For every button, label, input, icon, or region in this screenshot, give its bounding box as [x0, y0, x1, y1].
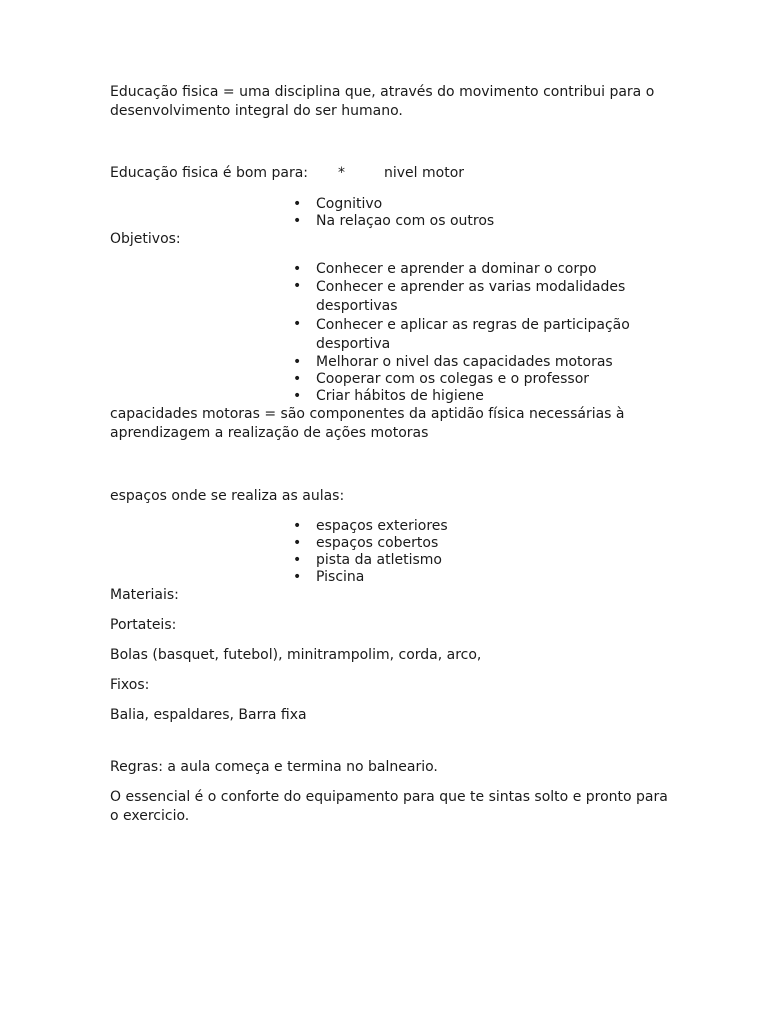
- fixos-items: Balia, espaldares, Barra fixa: [110, 707, 307, 723]
- bom-para-line: [110, 164, 670, 183]
- list-item: • Conhecer e aprender as varias modalidades desportivas: [293, 278, 626, 314]
- bullet-icon: •: [293, 316, 302, 332]
- materiais-heading: Materiais:: [110, 587, 179, 603]
- bom-para-label: Educação fisica é bom para:: [110, 165, 309, 181]
- bullet-icon: •: [293, 569, 302, 585]
- objetivos-heading: Objetivos:: [110, 231, 181, 247]
- list-item: • Melhorar o nivel das capacidades motoras: [293, 354, 613, 370]
- list-item: • espaços exteriores: [293, 518, 448, 534]
- list-item: • Na relaçao com os outros: [293, 213, 495, 229]
- bullet-icon: •: [293, 261, 302, 277]
- bullet-icon: •: [293, 354, 302, 370]
- bullet-icon: •: [293, 518, 302, 534]
- list-item: • Cooperar com os colegas e o professor: [293, 371, 590, 387]
- list-item: • Conhecer e aprender a dominar o corpo: [293, 261, 597, 277]
- bullet-icon: •: [293, 535, 302, 551]
- essencial-paragraph: O essencial é o conforte do equipamento para que te sintas solto e pronto para o exercicio.: [110, 789, 668, 824]
- bullet-icon: •: [293, 196, 302, 212]
- regras-paragraph: Regras: a aula começa e termina no balneario.: [110, 759, 438, 775]
- definition-paragraph: Educação fisica = uma disciplina que, através do movimento contribui para o desenvolvimento integral do ser humano.: [110, 84, 655, 119]
- document-page: [110, 83, 670, 826]
- bullet-icon: •: [293, 388, 302, 404]
- list-item: • espaços cobertos: [293, 535, 439, 551]
- portateis-label: Portateis:: [110, 617, 177, 633]
- objetivos-list: [110, 261, 670, 405]
- portateis-items: Bolas (basquet, futebol), minitrampolim, corda, arco,: [110, 647, 482, 663]
- bullet-icon: •: [293, 552, 302, 568]
- bullet-icon: •: [293, 278, 302, 294]
- espacos-list: [110, 518, 670, 586]
- fixos-label: Fixos:: [110, 677, 150, 693]
- bullet-icon: •: [293, 371, 302, 387]
- asterisk-marker: *: [338, 165, 345, 181]
- list-item: • Criar hábitos de higiene: [293, 388, 484, 404]
- list-item: • Conhecer e aplicar as regras de participação desportiva: [293, 316, 630, 352]
- espacos-heading: espaços onde se realiza as aulas:: [110, 488, 345, 504]
- bom-para-list: [110, 196, 670, 230]
- bullet-icon: •: [293, 213, 302, 229]
- list-item: • pista da atletismo: [293, 552, 442, 568]
- bom-para-first-item: nivel motor: [384, 165, 465, 181]
- capacidades-definition: capacidades motoras = são componentes da aptidão física necessárias à aprendizagem a realização de ações motoras: [110, 406, 625, 441]
- list-item: • Cognitivo: [293, 196, 383, 212]
- list-item: • Piscina: [293, 569, 365, 585]
